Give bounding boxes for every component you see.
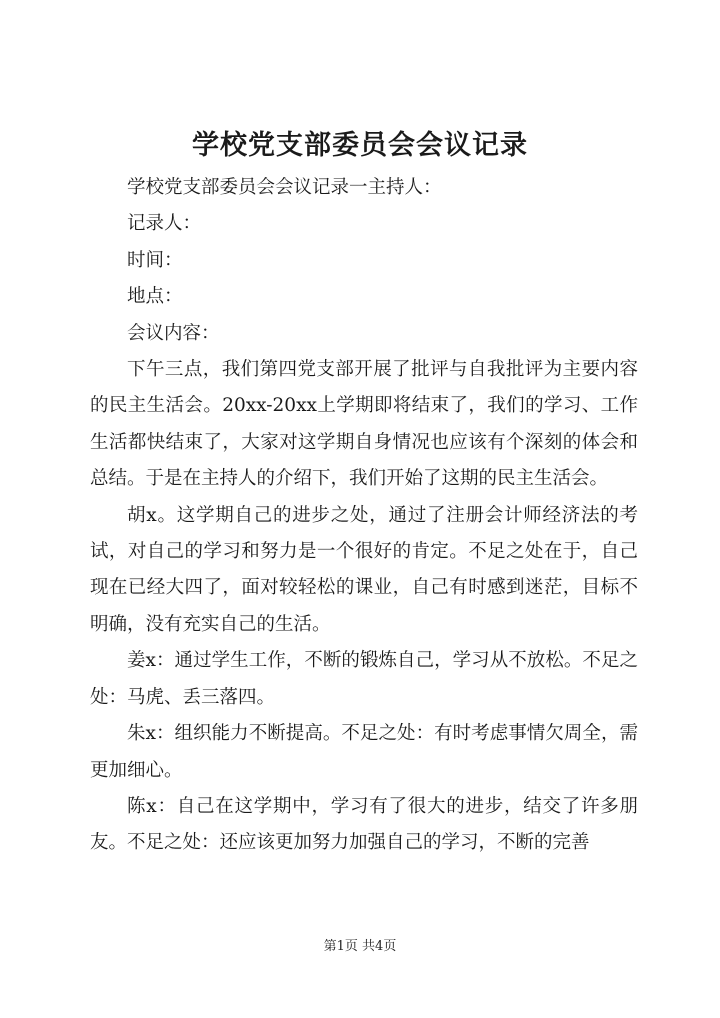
paragraph-location: 地点： [127, 286, 183, 308]
paragraph-hu: 胡x。这学期自己的进步之处，通过了注册会计师经济法的考试，对自己的学习和努力是一个很好的肯定。不足之处在于，自己现在已经大四了，面对较轻松的课业，自己有时感到迷茫，目标不明确，没有充实自己的生活。 [90, 504, 638, 635]
paragraph-zhu: 朱x：组织能力不断提高。不足之处：有时考虑事情欠周全，需更加细心。 [90, 723, 638, 781]
page-footer: 第1页 共4页 [323, 939, 397, 954]
paragraph-chen: 陈x：自己在这学期中，学习有了很大的进步，结交了许多朋友。不足之处：还应该更加努力加强自己的学习，不断的完善 [90, 795, 638, 854]
paragraph-intro: 下午三点，我们第四党支部开展了批评与自我批评为主要内容的民主生活会。20xx-20xx上学期即将结束了，我们的学习、工作生活都快结束了，大家对这学期自身情况也应该有个深刻的体会和总结。于是在主持人的介绍下，我们开始了这期的民主生活会。 [90, 359, 638, 490]
document-body [90, 170, 638, 862]
document-title: 学校党支部委员会会议记录 [192, 130, 528, 161]
paragraph-jiang: 姜x：通过学生工作，不断的锻炼自己，学习从不放松。不足之处：马虎、丢三落四。 [90, 650, 638, 708]
paragraph-time: 时间： [127, 249, 183, 271]
paragraph-recorder: 记录人： [127, 213, 202, 235]
paragraph-host: 学校党支部委员会会议记录一主持人： [127, 177, 442, 198]
paragraph-content-label: 会议内容： [127, 322, 220, 344]
